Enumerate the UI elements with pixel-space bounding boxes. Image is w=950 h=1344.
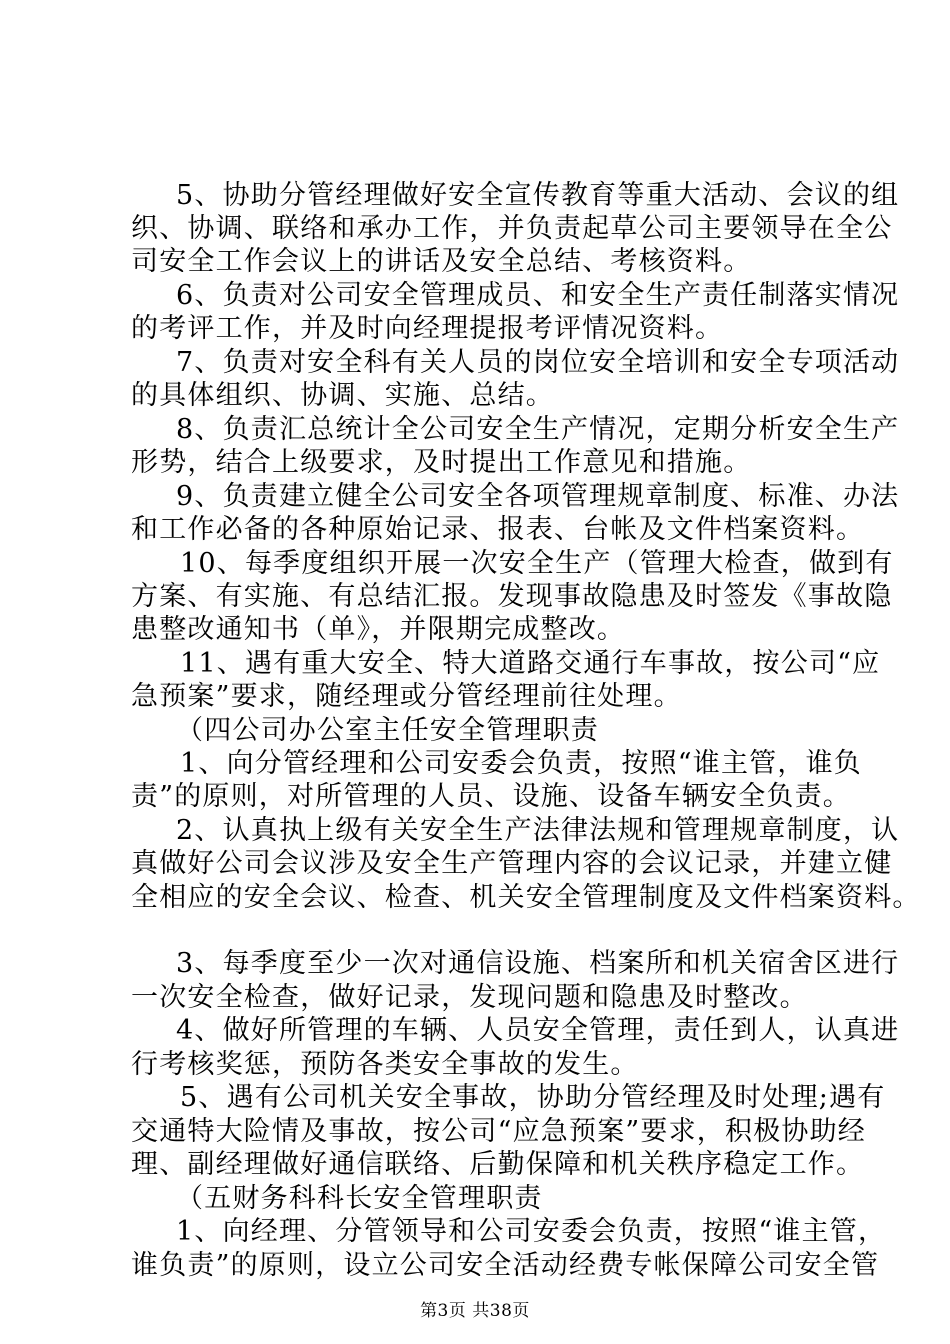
text-line: 的具体组织、协调、实施、总结。 [131, 380, 554, 411]
text-line: 责”的原则，对所管理的人员、设施、设备车辆安全负责。 [131, 781, 852, 812]
text-line: 1、向分管经理和公司安委会负责，按照“谁主管，谁负 [180, 748, 862, 779]
text-line: 形势，结合上级要求，及时提出工作意见和措施。 [131, 447, 752, 478]
section-heading: （五财务科科长安全管理职责 [176, 1183, 543, 1214]
text-line: 10、每季度组织开展一次安全生产（管理大检查，做到有 [180, 548, 894, 579]
text-line: 方案、有实施、有总结汇报。发现事故隐患及时签发《事故隐 [131, 581, 893, 612]
text-line: 5、协助分管经理做好安全宣传教育等重大活动、会议的组 [176, 180, 900, 211]
text-line: 织、协调、联络和承办工作，并负责起草公司主要领导在全公 [131, 213, 893, 244]
text-line: 3、每季度至少一次对通信设施、档案所和机关宿舍区进行 [176, 948, 900, 979]
text-line: 和工作必备的各种原始记录、报表、台帐及文件档案资料。 [131, 514, 865, 545]
text-line: 4、做好所管理的车辆、人员安全管理，责任到人，认真进 [176, 1015, 900, 1046]
text-line: 8、负责汇总统计全公司安全生产情况，定期分析安全生产 [176, 414, 900, 445]
text-line: 交通特大险情及事故，按公司“应急预案”要求，积极协助经 [131, 1116, 867, 1147]
text-line: 一次安全检查，做好记录，发现问题和隐患及时整改。 [131, 982, 808, 1013]
text-line: 患整改通知书（单》，并限期完成整改。 [131, 614, 626, 645]
section-heading: （四公司办公室主任安全管理职责 [176, 715, 599, 746]
text-line: 急预案”要求，随经理或分管经理前往处理。 [131, 681, 682, 712]
text-line: 9、负责建立健全公司安全各项管理规章制度、标准、办法 [176, 481, 900, 512]
text-line: 理、副经理做好通信联络、后勤保障和机关秩序稳定工作。 [131, 1149, 865, 1180]
text-line: 的考评工作，并及时向经理提报考评情况资料。 [131, 313, 724, 344]
text-line: 司安全工作会议上的讲话及安全总结、考核资料。 [131, 246, 752, 277]
text-line: 1、向经理、分管领导和公司安委会负责，按照“谁主管， [176, 1216, 887, 1247]
text-line: 行考核奖惩，预防各类安全事故的发生。 [131, 1049, 639, 1080]
text-line: 真做好公司会议涉及安全生产管理内容的会议记录，并建立健 [131, 848, 893, 879]
text-line: 6、负责对公司安全管理成员、和安全生产责任制落实情况 [176, 280, 900, 311]
text-line: 谁负责”的原则，设立公司安全活动经费专帐保障公司安全管 [131, 1250, 880, 1281]
text-line: 11、遇有重大安全、特大道路交通行车事故，按公司“应 [180, 648, 881, 679]
page-footer: 第3页 共38页 [420, 1301, 530, 1321]
text-line: 2、认真执上级有关安全生产法律法规和管理规章制度，认 [176, 815, 900, 846]
text-line: 全相应的安全会议、检查、机关安全管理制度及文件档案资料。 [131, 882, 921, 913]
text-line: 7、负责对安全科有关人员的岗位安全培训和安全专项活动 [176, 347, 900, 378]
text-line: 5、遇有公司机关安全事故，协助分管经理及时处理;遇有 [180, 1082, 886, 1113]
